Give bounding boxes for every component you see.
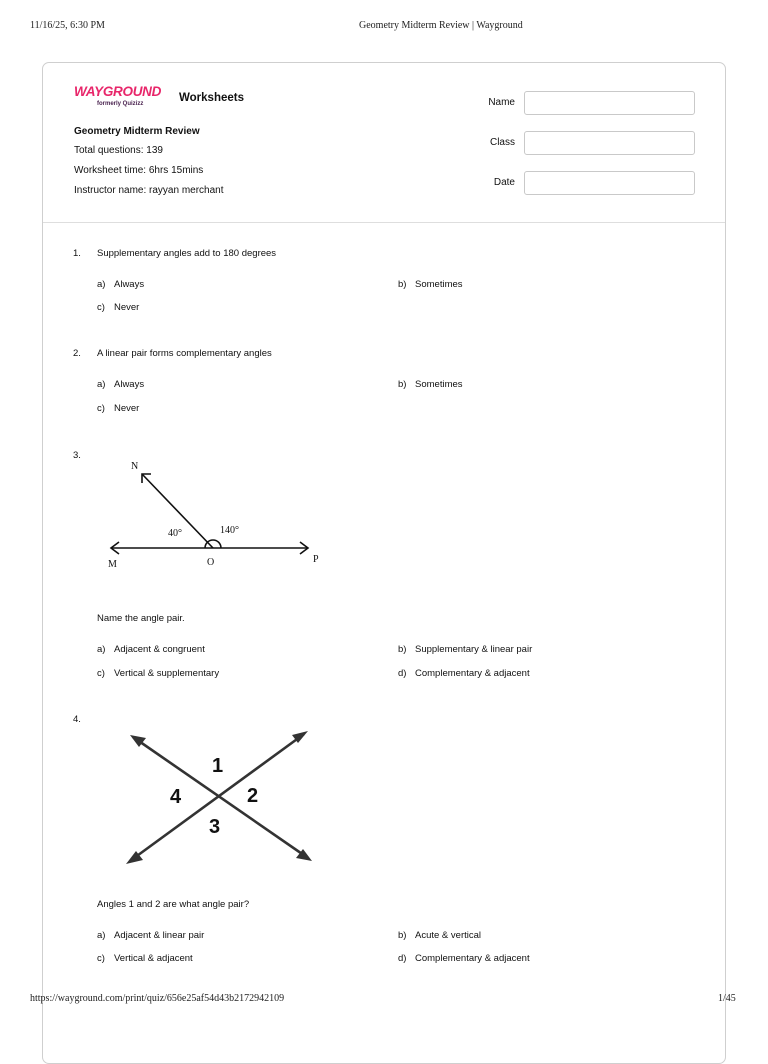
label-n: N <box>131 461 139 472</box>
option-letter: a) <box>97 379 106 390</box>
option-text: Acute & vertical <box>415 930 481 941</box>
option-text: Sometimes <box>415 379 463 390</box>
angle-label-3: 3 <box>209 816 221 838</box>
worksheets-label: Worksheets <box>179 92 244 104</box>
option-text: Sometimes <box>415 279 463 290</box>
option-text: Adjacent & linear pair <box>114 930 205 941</box>
print-title: Geometry Midterm Review | Wayground <box>359 20 523 31</box>
class-label: Class <box>489 137 515 148</box>
question-number: 2. <box>73 348 81 359</box>
option-text: Vertical & adjacent <box>114 953 193 964</box>
logo-text: WAYGROUND <box>74 84 162 99</box>
option-text: Never <box>114 302 140 313</box>
print-datetime: 11/16/25, 6:30 PM <box>30 20 105 31</box>
option-text: Supplementary & linear pair <box>415 644 533 655</box>
date-label: Date <box>493 177 515 188</box>
angle-label-140: 140° <box>220 525 239 536</box>
option-d[interactable] <box>398 953 530 964</box>
option-b[interactable] <box>398 930 481 941</box>
option-letter: c) <box>97 668 105 679</box>
option-letter: b) <box>398 279 407 290</box>
instructor-name: Instructor name: rayyan merchant <box>74 185 224 196</box>
label-o: O <box>207 557 215 568</box>
option-letter: b) <box>398 379 407 390</box>
option-letter: d) <box>398 668 407 679</box>
option-letter: b) <box>398 644 407 655</box>
option-text: Never <box>114 403 140 414</box>
name-label: Name <box>488 97 515 108</box>
class-field[interactable] <box>524 131 695 155</box>
intersecting-lines-figure <box>118 725 323 870</box>
option-letter: a) <box>97 644 106 655</box>
angle-label-2: 2 <box>247 785 259 807</box>
worksheet-time: Worksheet time: 6hrs 15mins <box>74 165 204 176</box>
option-text: Vertical & supplementary <box>114 668 220 679</box>
option-letter: c) <box>97 302 105 313</box>
option-b[interactable] <box>398 379 463 390</box>
option-b[interactable] <box>398 644 532 655</box>
option-d[interactable] <box>398 668 530 679</box>
option-c[interactable] <box>97 302 139 313</box>
total-questions: Total questions: 139 <box>74 145 163 156</box>
linear-pair-figure <box>100 455 340 575</box>
question-number: 1. <box>73 248 81 259</box>
option-c[interactable] <box>97 668 219 679</box>
option-letter: a) <box>97 279 106 290</box>
question-text: Angles 1 and 2 are what angle pair? <box>97 899 250 910</box>
label-m: M <box>108 559 117 570</box>
option-letter: c) <box>97 403 105 414</box>
question-number: 4. <box>73 714 81 725</box>
option-text: Always <box>114 279 145 290</box>
print-url: https://wayground.com/print/quiz/656e25af54d43b2172942109 <box>30 993 285 1004</box>
option-a[interactable] <box>97 930 204 941</box>
angle-label-1: 1 <box>212 755 224 777</box>
question-text: Supplementary angles add to 180 degrees <box>97 248 277 259</box>
date-field[interactable] <box>524 171 695 195</box>
option-letter: a) <box>97 930 106 941</box>
wayground-logo <box>74 84 162 107</box>
logo-subtitle: formerly Quizizz <box>97 101 144 107</box>
option-a[interactable] <box>97 644 205 655</box>
question-text: A linear pair forms complementary angles <box>97 348 272 359</box>
question-text: Name the angle pair. <box>97 613 185 624</box>
worksheet-header <box>43 63 725 223</box>
option-text: Complementary & adjacent <box>415 953 530 964</box>
angle-label-40: 40° <box>168 528 182 539</box>
option-c[interactable] <box>97 403 139 414</box>
worksheet-title: Geometry Midterm Review <box>74 126 200 137</box>
print-page-number: 1/45 <box>718 993 736 1004</box>
option-letter: b) <box>398 930 407 941</box>
option-b[interactable] <box>398 279 463 290</box>
option-a[interactable] <box>97 279 144 290</box>
question-number: 3. <box>73 450 81 461</box>
angle-label-4: 4 <box>170 786 182 808</box>
option-text: Always <box>114 379 145 390</box>
option-a[interactable] <box>97 379 144 390</box>
option-text: Complementary & adjacent <box>415 668 530 679</box>
name-field[interactable] <box>524 91 695 115</box>
option-letter: c) <box>97 953 105 964</box>
option-c[interactable] <box>97 953 193 964</box>
option-letter: d) <box>398 953 407 964</box>
option-text: Adjacent & congruent <box>114 644 205 655</box>
label-p: P <box>313 554 319 565</box>
